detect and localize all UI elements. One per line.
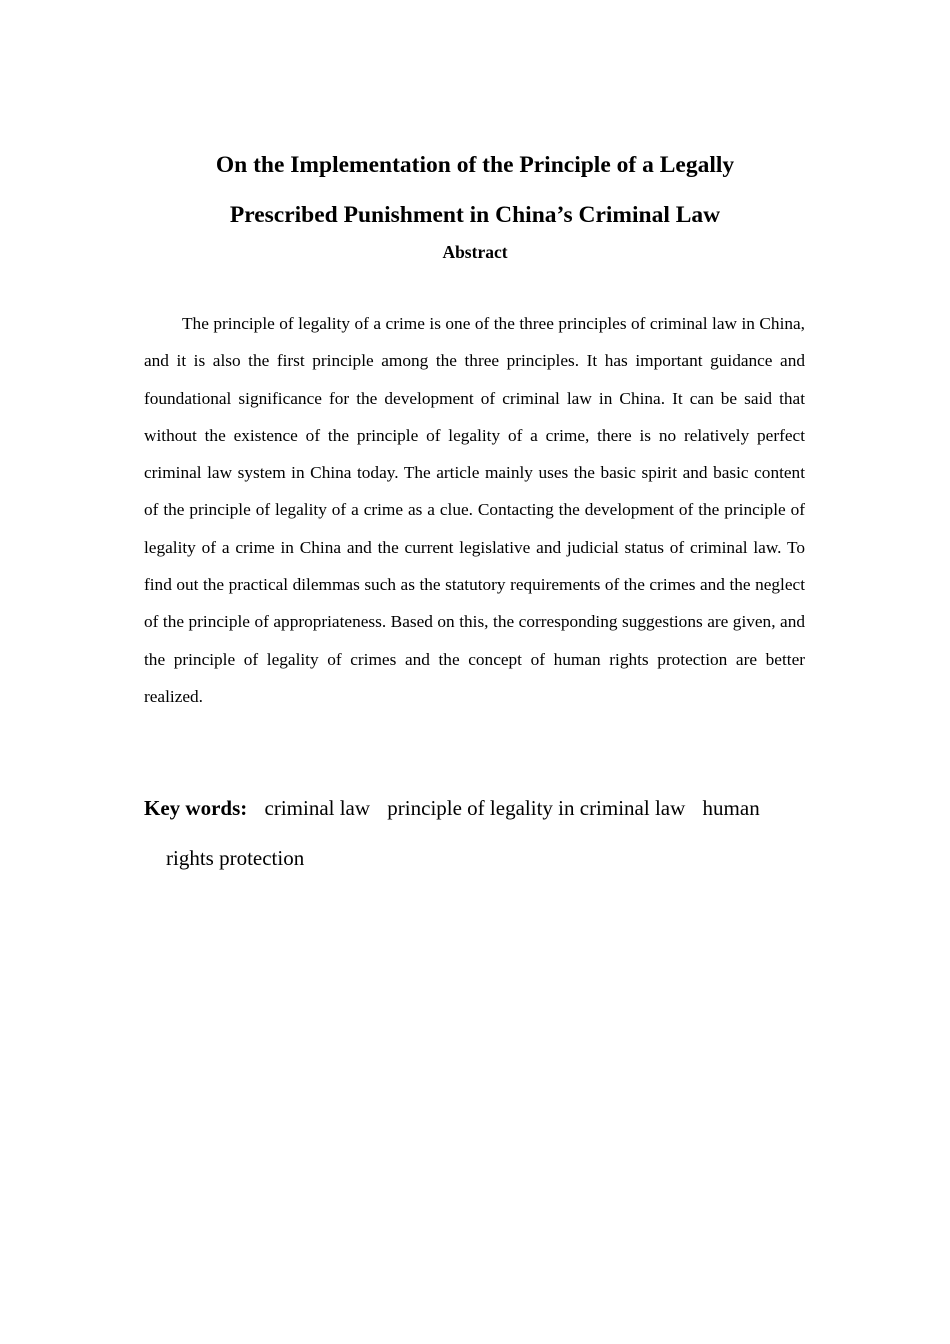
keywords-label: Key words:	[144, 796, 248, 820]
keyword-item: rights protection	[166, 846, 305, 870]
keyword-item: human	[702, 796, 760, 820]
keywords-section	[144, 783, 805, 883]
abstract-heading: Abstract	[442, 242, 508, 262]
abstract-paragraph: The principle of legality of a crime is one of the three principles of criminal law in China, and it is also the first principle among the three principles. It has important guidance and foundational significance for the development of criminal law in China. It can be said that without the existence of the principle of legality of a crime, there is no relatively perfect criminal law system in China today. The article mainly uses the basic spirit and basic content of the principle of legality of a crime as a clue. Contacting the development of the principle of legality of a crime in China and the current legislative and judicial status of criminal law. To find out the practical dilemmas such as the statutory requirements of the crimes and the neglect of the principle of appropriateness. Based on this, the corresponding suggestions are given, and the principle of legality of crimes and the concept of human rights protection are better realized.	[144, 314, 805, 706]
keywords-line-2	[144, 833, 805, 883]
page-title	[120, 140, 830, 240]
title-line-2: Prescribed Punishment in China’s Criminal Law	[229, 202, 721, 228]
keyword-item: criminal law	[264, 796, 371, 820]
title-line-1: On the Implementation of the Principle of a Legally	[215, 152, 735, 178]
keyword-item: principle of legality in criminal law	[387, 796, 686, 820]
keywords-line-1	[144, 783, 805, 833]
